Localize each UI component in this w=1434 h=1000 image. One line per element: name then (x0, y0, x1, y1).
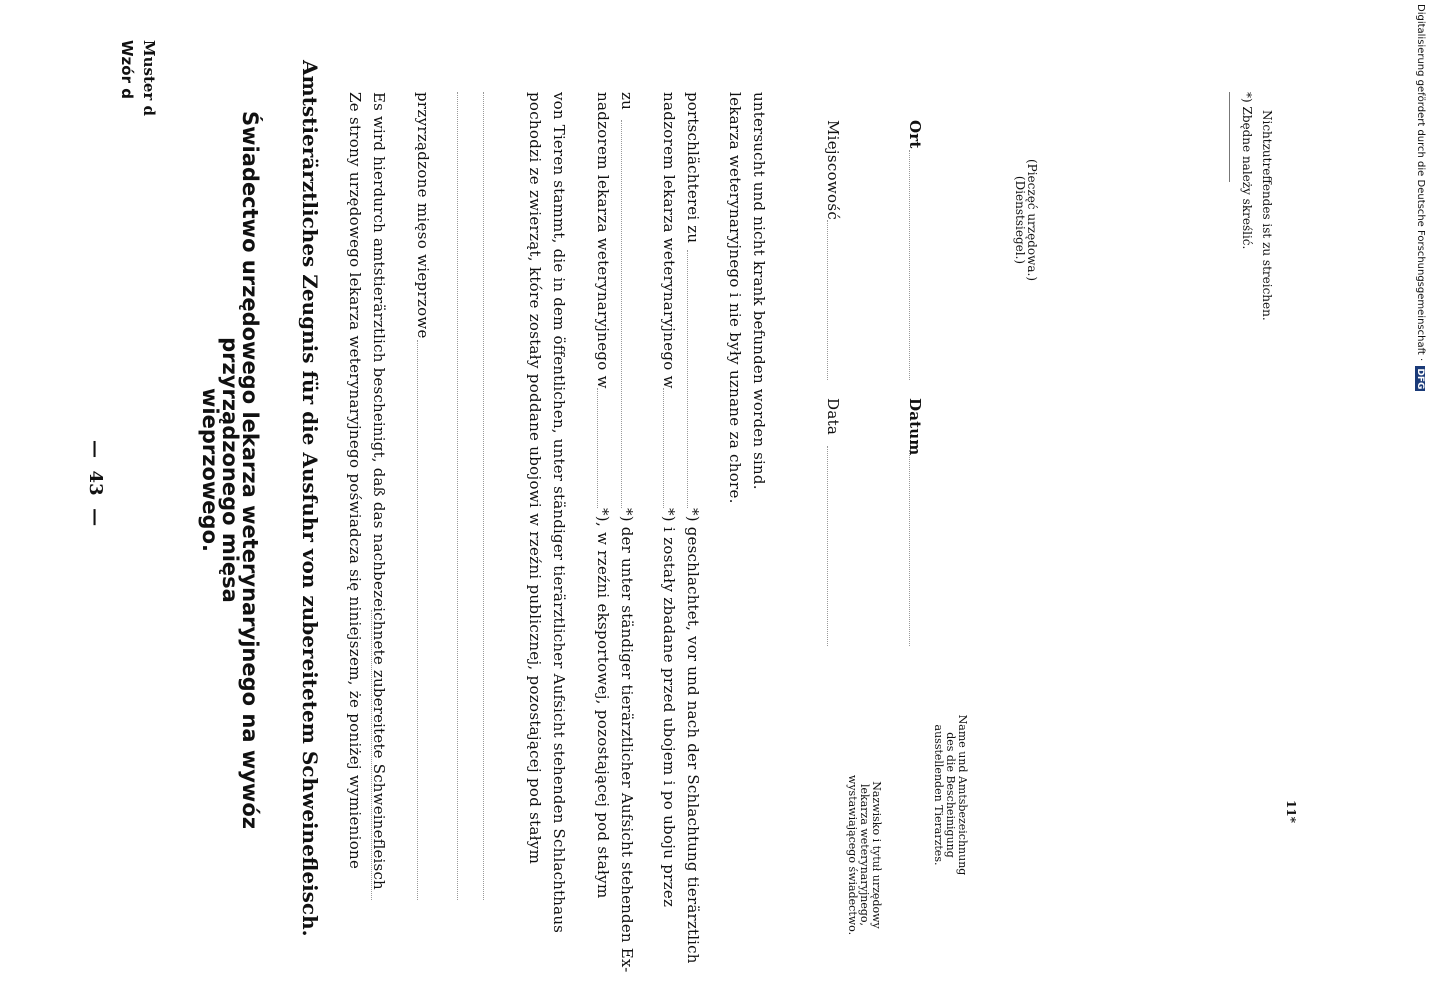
dotted-line (909, 150, 910, 380)
footnote-polish: *) Zbędne należy skreślić. (1240, 92, 1254, 250)
dotted-line (687, 250, 688, 508)
dotted-line (597, 388, 598, 508)
dotted-line (621, 120, 622, 508)
footnote-rule (1229, 92, 1230, 182)
dotted-line (827, 446, 828, 646)
para6-polish: lekarza weterynaryjnego i nie były uznane za chore. (726, 92, 744, 504)
para5-polish-a: nadzorem lekarza weterynaryjnego w (660, 92, 678, 389)
para1-polish: Ze strony urzędowego lekarza weterynaryjnego poświadcza się niniejszem, że poniżej wymienione (346, 92, 364, 870)
para5-german-b: *) geschlachtet, vor und nach der Schlachtung tierärztlich (684, 508, 702, 964)
dotted-line (417, 340, 418, 900)
footnote-german: Nichtzutreffendes ist zu streichen. (1260, 110, 1274, 321)
date-label-polish: Data (824, 398, 842, 436)
issuer-name-caption-german: Name und Amtsbezeichnung des die Bescheinigung ausstellenden Tierarztes. (932, 714, 969, 876)
place-label-german: Ort (906, 120, 924, 149)
para5-polish-b: *) i zostały zbadane przed ubojem i po uboju przez (660, 508, 678, 908)
para4-polish-b: *), w rzeźni eksportowej, pozostającej pod stałym (594, 508, 612, 899)
issuer-name-caption-polish: Nazwisko i tytuł urzędowy lekarza weterynaryjnego, wystawiającego świadectwo. (846, 774, 883, 936)
page-number: — 43 — (85, 440, 106, 527)
dotted-line (663, 388, 664, 508)
date-label-german: Datum (906, 398, 924, 456)
para1-german: Es wird hierdurch amtstierärztlich bescheinigt, daß das nachbezeichnete zubereitete Schweinefleisch (370, 92, 388, 890)
para2-polish: przyrządzone mięso wieprzowe (414, 92, 432, 339)
dfg-logo: DFG (1415, 368, 1425, 390)
title-polish: Świadectwo urzędowego lekarza weterynaryjnego na wywóz przyrządzonego mięsa wieprzowego. (198, 111, 262, 829)
dotted-line (483, 92, 484, 900)
para4-polish-a: nadzorem lekarza weterynaryjnego w (594, 92, 612, 389)
form-label-wzor: Wzór d (118, 40, 136, 99)
para5-german-a: portschlächterei zu (684, 92, 702, 244)
title-german: Amtstierärztliches Zeugnis für die Ausfuhr von zubereitetem Schweinefleisch. (298, 60, 322, 937)
para3-german: von Tieren stammt, die in dem öffentlichen, unter ständiger tierärztlicher Aufsicht stehenden Schlachthaus (550, 92, 568, 934)
dotted-line (371, 610, 372, 900)
dotted-line (457, 92, 458, 900)
para3-polish: pochodzi ze zwierząt, które zostały poddane ubojowi w rzeźni publicznej, pozostającej pod stałym (526, 92, 544, 865)
official-seal-caption: (Pieczęć urzędowa.) (Dienstsiegel.) (1013, 158, 1039, 282)
dotted-line (827, 220, 828, 380)
digitization-credit (1406, 4, 1432, 404)
para4-german-a: zu (618, 92, 636, 110)
signature-mark: 11* (1284, 800, 1298, 823)
dotted-line (909, 450, 910, 646)
para4-german-b: *) der unter ständiger tierärztlicher Aufsicht stehenden Ex- (618, 508, 636, 973)
place-label-polish: Miejscowość (824, 120, 842, 221)
credit-text: Digitalisierung gefördert durch die Deutsche Forschungsgemeinschaft · (1415, 4, 1426, 362)
para6-german: untersucht und nicht krank befunden worden sind. (750, 92, 768, 490)
form-label-muster: Muster d (140, 40, 158, 117)
